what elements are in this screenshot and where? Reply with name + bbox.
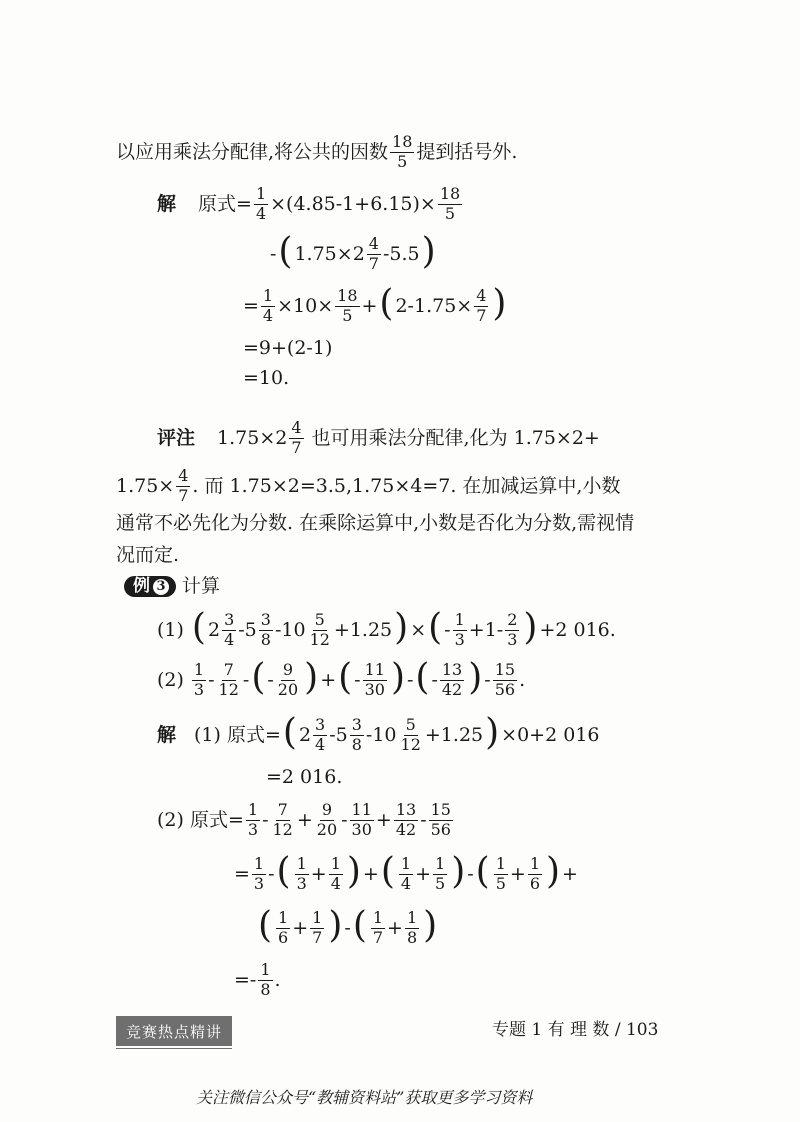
- expr-text: -: [262, 808, 269, 831]
- expr-text: ×10×: [277, 294, 334, 317]
- expr-text: +: [292, 916, 309, 939]
- remark-text: 况而定.: [116, 544, 180, 566]
- solution-2-line-2: [266, 768, 342, 787]
- expr-text: -: [406, 668, 414, 691]
- page-footer: [492, 1022, 658, 1039]
- example-problem-1: [157, 607, 616, 649]
- fraction: $\frac{11}{30}$: [364, 660, 385, 699]
- right-paren: ): [468, 657, 483, 699]
- left-paren: (: [282, 712, 297, 754]
- expr-text: ×(4.85-1+6.15)×: [270, 192, 436, 215]
- expr-text: +: [562, 862, 578, 885]
- solution-1-line-2: [270, 231, 438, 273]
- fraction: $\frac{1}{4}$: [262, 286, 274, 325]
- fraction: $\frac{3}{4}$: [224, 610, 235, 649]
- problem-label: (2): [157, 668, 184, 691]
- right-paren: ): [451, 851, 466, 893]
- expr-text: -: [420, 808, 427, 831]
- fraction: $\frac{18}{5}$: [392, 132, 413, 171]
- fraction: $\frac{18}{5}$: [337, 286, 358, 325]
- fraction: $\frac{1}{8}$: [260, 960, 271, 999]
- intro-text-before: 以应用乘法分配律,将公共的因数: [116, 140, 389, 163]
- right-paren: ): [390, 657, 405, 699]
- right-paren: ): [304, 657, 319, 699]
- right-paren: ): [423, 905, 438, 947]
- expr-text: +1.25: [333, 618, 393, 641]
- expr-text: -5: [329, 723, 348, 746]
- expr-text: -: [431, 668, 438, 691]
- fraction: $\frac{4}{7}$: [291, 418, 302, 457]
- expr-text: -5: [238, 618, 257, 641]
- example-header: [124, 576, 220, 597]
- fraction: $\frac{1}{4}$: [400, 854, 412, 893]
- fraction: $\frac{1}{3}$: [247, 800, 259, 839]
- fraction: $\frac{1}{3}$: [193, 660, 205, 699]
- fraction: $\frac{1}{5}$: [495, 854, 506, 893]
- right-paren: ): [523, 607, 538, 649]
- expr-text: =-: [234, 968, 257, 991]
- example-badge: 例 3: [124, 576, 176, 597]
- remark-text: 也可用乘法分配律,化为 1.75×2+: [311, 426, 600, 449]
- expr-text: -5.5: [382, 242, 420, 265]
- solution-label: 解: [157, 192, 177, 215]
- solution-2-line-5: [256, 905, 439, 947]
- expr-text: +: [509, 862, 526, 885]
- fraction: $\frac{1}{7}$: [312, 908, 323, 947]
- expr-text: +: [387, 916, 403, 939]
- fraction: $\frac{4}{7}$: [368, 234, 379, 273]
- fraction: $\frac{1}{3}$: [454, 610, 465, 649]
- expr-text: 2-1.75×: [395, 294, 473, 317]
- fraction: $\frac{3}{8}$: [260, 610, 271, 649]
- expr-text: =: [234, 862, 250, 885]
- fraction: $\frac{5}{12}$: [400, 715, 421, 754]
- remark-line-1: [157, 420, 600, 457]
- left-paren: (: [475, 851, 490, 893]
- expr-text: =9+(2-1): [243, 337, 333, 359]
- remark-label: 评注: [157, 426, 196, 449]
- expr-text: =2 016.: [266, 766, 343, 788]
- expr-text: -: [270, 242, 277, 265]
- expr-text: +: [361, 294, 378, 317]
- remark-line-3: [116, 514, 634, 533]
- solution-1-line-3: [243, 283, 508, 325]
- left-paren: (: [380, 851, 395, 893]
- expr-text: =10.: [243, 367, 290, 389]
- fraction: $\frac{1}{4}$: [330, 854, 341, 893]
- expr-text: (2) 原式=: [157, 808, 244, 831]
- expr-text: +: [320, 668, 337, 691]
- expr-text: -: [484, 668, 491, 691]
- expr-text: -: [268, 862, 275, 885]
- problem-label: (1): [157, 618, 184, 641]
- expr-text: +: [362, 862, 379, 885]
- fraction: $\frac{3}{4}$: [315, 715, 326, 754]
- expr-text: +: [310, 862, 327, 885]
- watermark: [196, 1090, 532, 1106]
- fraction: $\frac{9}{20}$: [316, 800, 338, 839]
- right-paren: ): [346, 851, 361, 893]
- expr-text: +1.25: [424, 723, 484, 746]
- fraction: $\frac{1}{5}$: [435, 854, 446, 893]
- solution-2-line-1: [157, 712, 600, 754]
- left-paren: (: [258, 905, 273, 947]
- fraction: $\frac{15}{56}$: [494, 660, 516, 699]
- example-problem-2: [157, 657, 526, 699]
- left-paren: (: [338, 657, 353, 699]
- solution-1-line-5: [243, 369, 289, 388]
- section-tag: 竞赛热点精讲: [116, 1016, 232, 1046]
- right-paren: ): [328, 905, 343, 947]
- expr-text: 原式=: [198, 192, 252, 215]
- expr-text: ×: [410, 618, 427, 641]
- solution-2-line-6: [234, 962, 281, 999]
- fraction: $\frac{4}{7}$: [178, 466, 189, 505]
- intro-line: [116, 134, 517, 171]
- example-title: 计算: [182, 575, 221, 597]
- left-paren: (: [428, 607, 443, 649]
- right-paren: ): [421, 231, 436, 273]
- expr-text: 2: [298, 723, 312, 746]
- left-paren: (: [278, 231, 293, 273]
- expr-text: (1) 原式=: [194, 723, 281, 746]
- expr-text: -: [354, 668, 361, 691]
- expr-text: +: [375, 808, 392, 831]
- fraction: $\frac{1}{7}$: [372, 908, 384, 947]
- left-paren: (: [191, 607, 206, 649]
- fraction: $\frac{3}{8}$: [351, 715, 362, 754]
- solution-1-line-1: [157, 186, 464, 223]
- fraction: $\frac{4}{7}$: [476, 286, 487, 325]
- remark-line-2: [116, 468, 620, 505]
- expr-text: .: [274, 968, 281, 991]
- left-paren: (: [352, 905, 367, 947]
- left-paren: (: [276, 851, 291, 893]
- fraction: $\frac{1}{3}$: [253, 854, 265, 893]
- chapter-page-number: 专题 1 有 理 数 / 103: [492, 1020, 659, 1040]
- fraction: $\frac{5}{12}$: [309, 610, 330, 649]
- expr-text: -: [208, 668, 215, 691]
- left-paren: (: [251, 657, 266, 699]
- right-paren: ): [394, 607, 409, 649]
- expr-text: -10: [274, 618, 306, 641]
- remark-line-4: [116, 546, 179, 565]
- fraction: $\frac{1}{6}$: [529, 854, 540, 893]
- expr-text: .: [519, 668, 526, 691]
- fraction: $\frac{1}{6}$: [278, 908, 289, 947]
- fraction: $\frac{15}{56}$: [430, 800, 451, 839]
- watermark-text: 关注微信公众号“教辅资料站”获取更多学习资料: [196, 1088, 533, 1107]
- solution-label: 解: [157, 723, 177, 746]
- right-paren: ): [492, 283, 507, 325]
- expr-text: -: [267, 668, 274, 691]
- expr-text: -: [242, 668, 250, 691]
- remark-text: 通常不必先化为分数. 在乘除运算中,小数是否化为分数,需视情: [116, 512, 635, 534]
- solution-2-line-3: [157, 802, 455, 839]
- expr-text: -: [344, 916, 351, 939]
- right-paren: ): [485, 712, 500, 754]
- fraction: $\frac{1}{3}$: [296, 854, 307, 893]
- fraction: $\frac{1}{8}$: [406, 908, 418, 947]
- expr-text: -: [341, 808, 348, 831]
- expr-text: 2: [207, 618, 221, 641]
- expr-text: 1.75×2: [294, 242, 365, 265]
- expr-text: -10: [365, 723, 397, 746]
- remark-text: 1.75×2: [217, 426, 288, 449]
- remark-text: 1.75×: [116, 474, 175, 497]
- fraction: $\frac{11}{30}$: [351, 800, 372, 839]
- expr-text: -: [444, 618, 451, 641]
- left-paren: (: [415, 657, 430, 699]
- expr-text: +1-: [468, 618, 504, 641]
- fraction: $\frac{9}{20}$: [277, 660, 299, 699]
- right-paren: ): [546, 851, 561, 893]
- fraction: $\frac{2}{3}$: [507, 610, 518, 649]
- expr-text: -: [467, 862, 474, 885]
- intro-text-after: 提到括号外.: [416, 140, 518, 163]
- expr-text: +: [415, 862, 431, 885]
- expr-text: ×0+2 016: [501, 723, 600, 746]
- expr-text: +2 016.: [539, 618, 616, 641]
- fraction: $\frac{7}{12}$: [218, 660, 239, 699]
- fraction: $\frac{7}{12}$: [272, 800, 293, 839]
- fraction: $\frac{18}{5}$: [439, 184, 461, 223]
- left-paren: (: [379, 283, 394, 325]
- expr-text: =: [243, 294, 259, 317]
- fraction: $\frac{13}{42}$: [441, 660, 463, 699]
- remark-text: . 而 1.75×2=3.5,1.75×4=7. 在加减运算中,小数: [192, 474, 621, 497]
- solution-2-line-4: [234, 851, 578, 893]
- fraction: $\frac{1}{4}$: [255, 184, 267, 223]
- expr-text: +: [296, 808, 313, 831]
- solution-1-line-4: [243, 339, 332, 358]
- fraction: $\frac{13}{42}$: [395, 800, 417, 839]
